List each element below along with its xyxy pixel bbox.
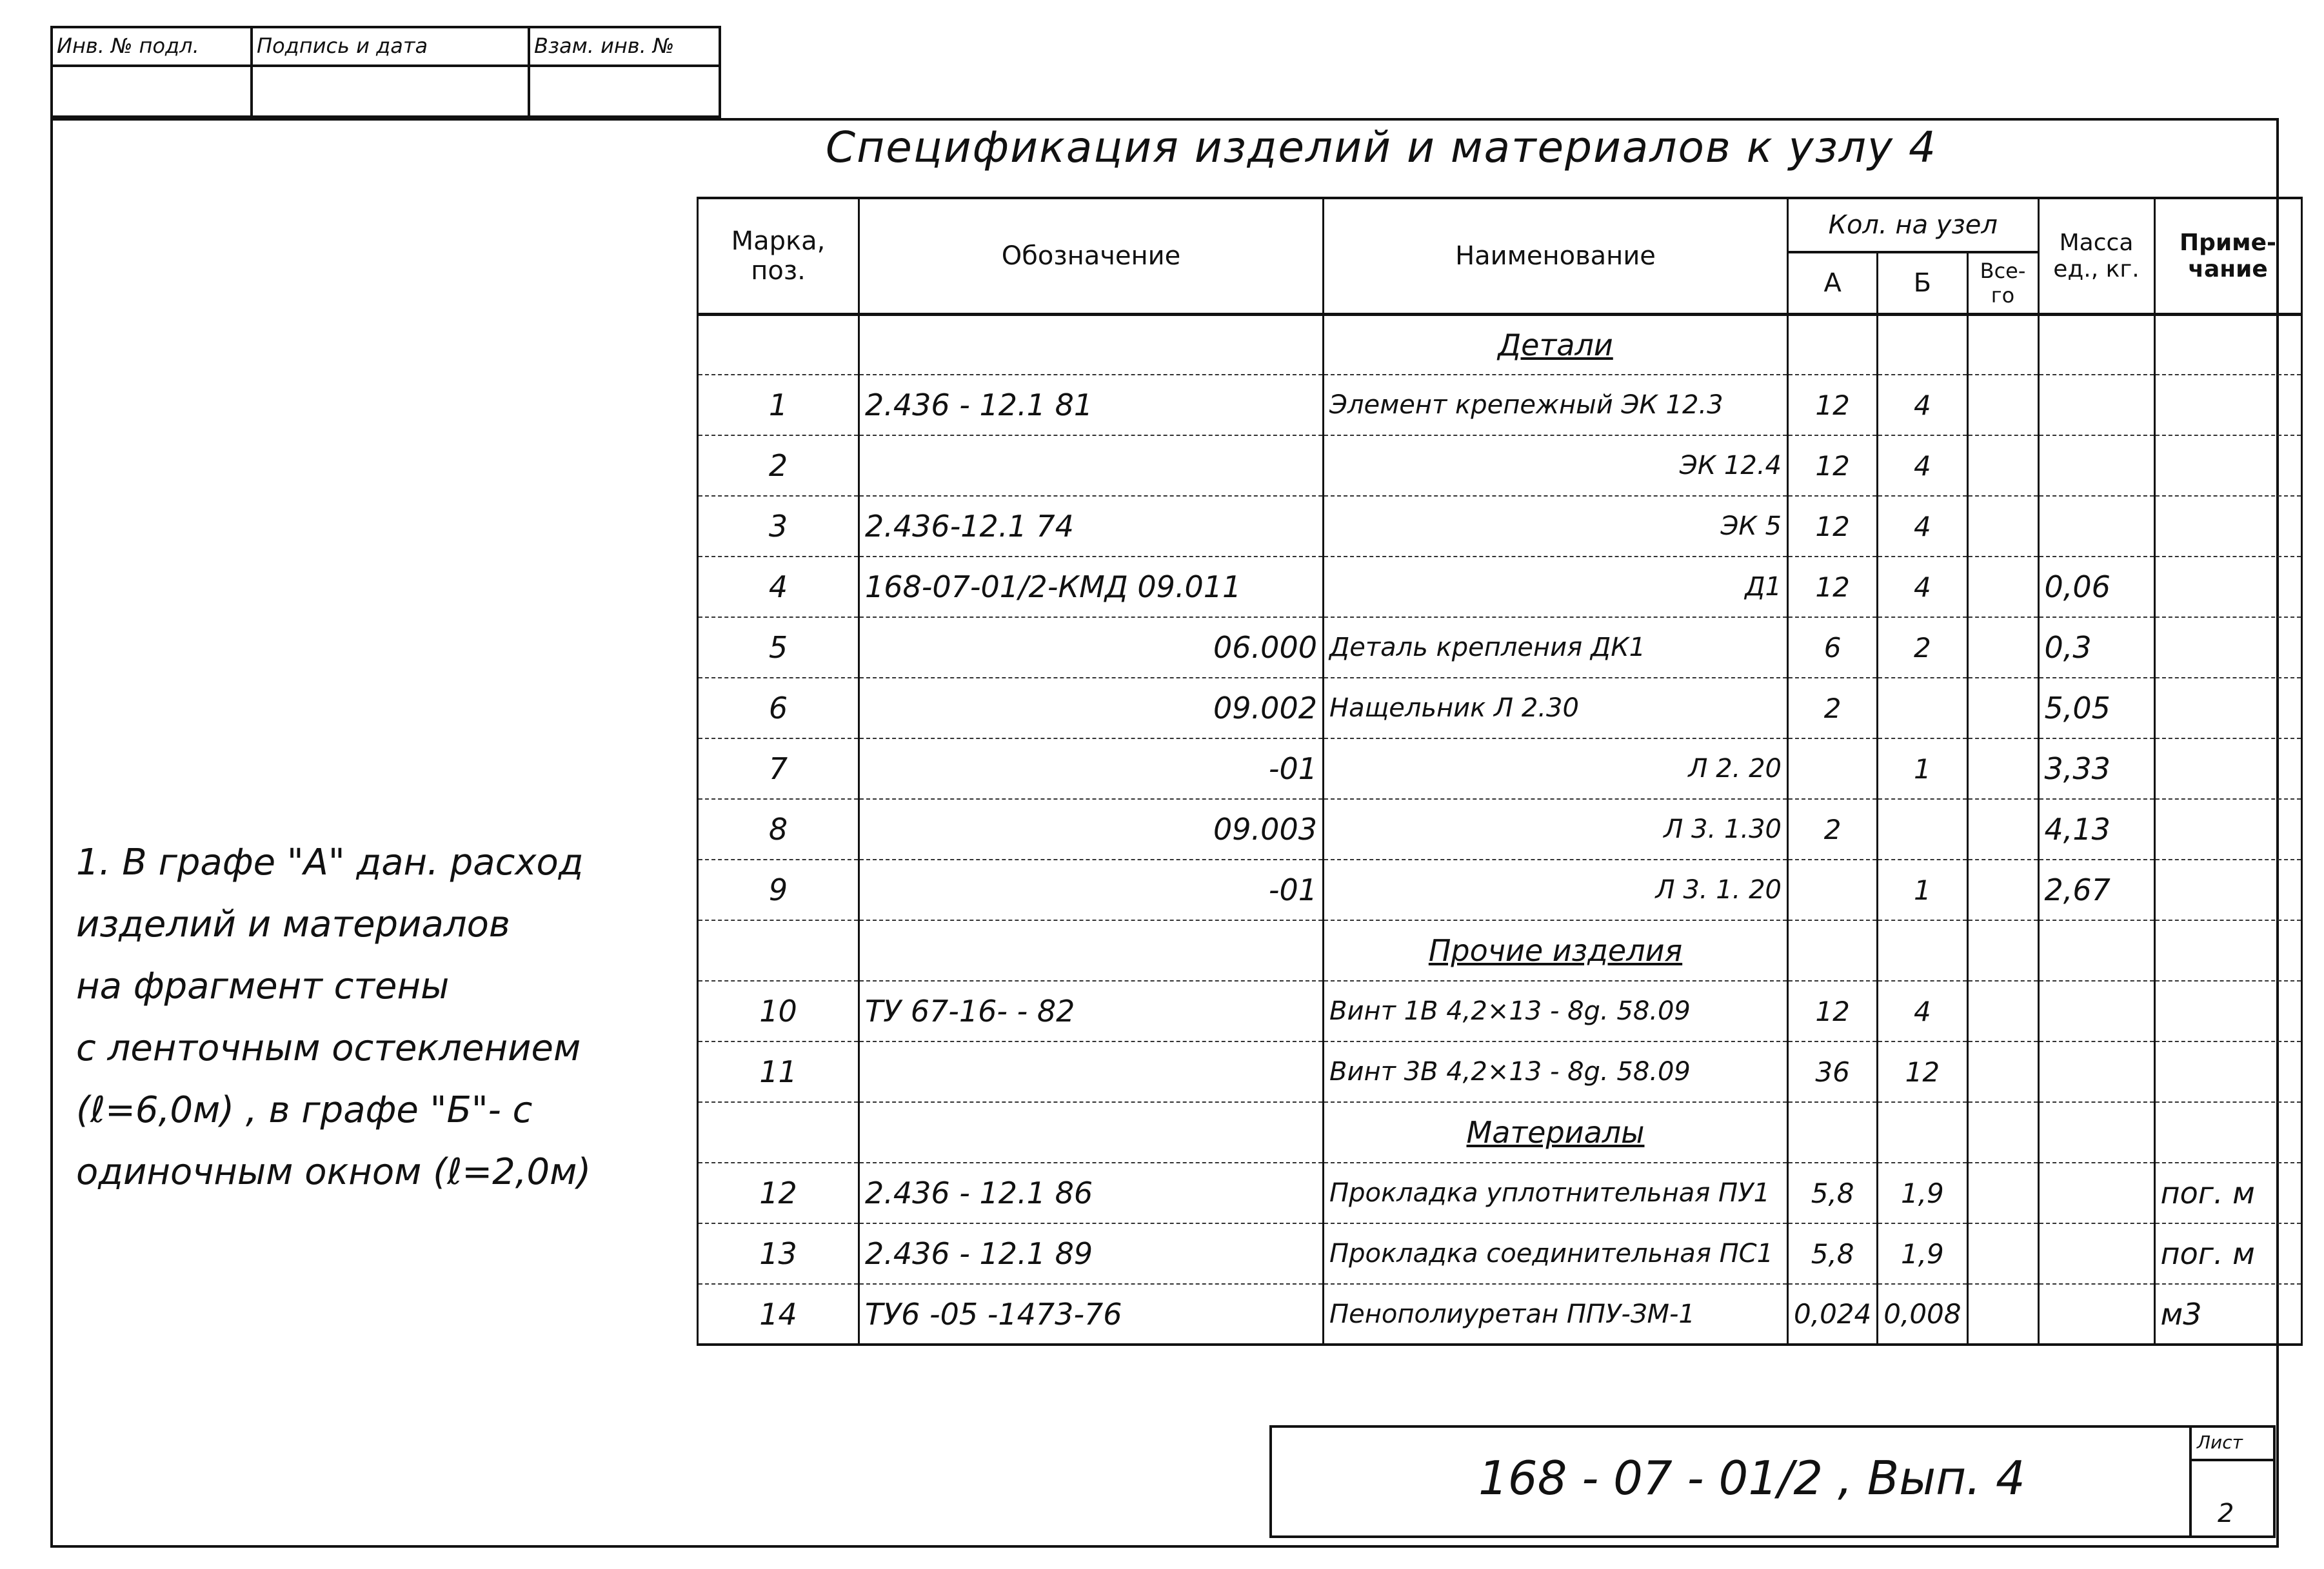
cell-qty-total — [1967, 435, 2038, 496]
empty-cell — [698, 1102, 859, 1163]
cell-mark: 12 — [698, 1163, 859, 1223]
empty-cell — [1878, 920, 1967, 981]
cell-name: Прокладка уплотнительная ПУ1 — [1324, 1163, 1788, 1223]
section-title: Материалы — [1324, 1102, 1788, 1163]
cell-qty-a: 0,024 — [1788, 1284, 1878, 1345]
note-line: изделий и материалов — [76, 903, 510, 945]
title-block — [1269, 1425, 2276, 1538]
table-row — [698, 435, 2302, 496]
cell-qty-a: 6 — [1788, 617, 1878, 678]
empty-cell — [2154, 1102, 2301, 1163]
stamp-header — [53, 28, 719, 67]
cell-name: Нащельник Л 2.30 — [1324, 678, 1788, 738]
section-row — [698, 920, 2302, 981]
cell-designation: 2.436 - 12.1 86 — [859, 1163, 1324, 1223]
empty-cell — [1788, 1102, 1878, 1163]
cell-name: Винт 3В 4,2×13 - 8g. 58.09 — [1324, 1041, 1788, 1102]
cell-designation — [859, 1041, 1324, 1102]
empty-cell — [698, 314, 859, 375]
cell-note: пог. м — [2154, 1163, 2301, 1223]
cell-mark: 14 — [698, 1284, 859, 1345]
cell-qty-b — [1878, 678, 1967, 738]
empty-cell — [1967, 314, 2038, 375]
cell-qty-total — [1967, 557, 2038, 617]
note-line: с ленточным остеклением — [76, 1027, 581, 1069]
cell-note — [2154, 1041, 2301, 1102]
header-mass: Масса ед., кг. — [2038, 198, 2154, 314]
cell-qty-a: 12 — [1788, 375, 1878, 435]
header-qty-total: Все- го — [1967, 252, 2038, 314]
table-row — [698, 1223, 2302, 1284]
cell-qty-total — [1967, 496, 2038, 557]
sheet-label: Лист — [2197, 1432, 2243, 1453]
sheet-cell — [2189, 1428, 2273, 1535]
cell-qty-total — [1967, 738, 2038, 799]
table-row — [698, 1041, 2302, 1102]
cell-qty-total — [1967, 1163, 2038, 1223]
header-qty-group: Кол. на узел — [1788, 198, 2039, 252]
empty-cell — [2038, 314, 2154, 375]
cell-qty-total — [1967, 860, 2038, 920]
cell-qty-total — [1967, 375, 2038, 435]
empty-cell — [1967, 920, 2038, 981]
cell-qty-total — [1967, 1041, 2038, 1102]
table-row — [698, 617, 2302, 678]
table-row — [698, 557, 2302, 617]
cell-designation: ТУ 67-16- - 82 — [859, 981, 1324, 1041]
cell-designation: 2.436 - 12.1 81 — [859, 375, 1324, 435]
cell-note: м3 — [2154, 1284, 2301, 1345]
cell-qty-b: 1,9 — [1878, 1223, 1967, 1284]
header-qty-b: Б — [1878, 252, 1967, 314]
frame-bottom-line — [50, 1545, 2279, 1548]
note-line: 1. В графе "А" дан. расход — [76, 842, 584, 883]
stamp-divider — [528, 64, 530, 118]
cell-note — [2154, 496, 2301, 557]
cell-qty-total — [1967, 799, 2038, 860]
cell-note: пог. м — [2154, 1223, 2301, 1284]
table-row — [698, 738, 2302, 799]
cell-designation: 09.002 — [859, 678, 1324, 738]
cell-mark: 3 — [698, 496, 859, 557]
cell-mark: 9 — [698, 860, 859, 920]
cell-note — [2154, 799, 2301, 860]
header-qty-a: А — [1788, 252, 1878, 314]
cell-qty-a: 5,8 — [1788, 1223, 1878, 1284]
cell-mark: 10 — [698, 981, 859, 1041]
cell-qty-a — [1788, 738, 1878, 799]
document-title: Спецификация изделий и материалов к узлу 4 — [826, 123, 1938, 172]
cell-mass — [2038, 981, 2154, 1041]
cell-designation: 06.000 — [859, 617, 1324, 678]
cell-note — [2154, 435, 2301, 496]
cell-mass: 0,3 — [2038, 617, 2154, 678]
section-title: Прочие изделия — [1324, 920, 1788, 981]
empty-cell — [2038, 920, 2154, 981]
header-designation: Обозначение — [859, 198, 1324, 314]
table-row — [698, 496, 2302, 557]
cell-mass — [2038, 1223, 2154, 1284]
empty-cell — [2154, 314, 2301, 375]
cell-note — [2154, 981, 2301, 1041]
stamp-cell-inv-no: Инв. № подл. — [53, 28, 253, 64]
cell-qty-a: 2 — [1788, 799, 1878, 860]
cell-mark: 11 — [698, 1041, 859, 1102]
cell-mass — [2038, 1041, 2154, 1102]
cell-qty-a: 36 — [1788, 1041, 1878, 1102]
note-line: одиночным окном (ℓ=2,0м) — [76, 1151, 591, 1193]
cell-qty-a: 12 — [1788, 496, 1878, 557]
cell-mark: 8 — [698, 799, 859, 860]
cell-designation: 168-07-01/2-КМД 09.011 — [859, 557, 1324, 617]
cell-note — [2154, 678, 2301, 738]
cell-name: ЭК 5 — [1324, 496, 1788, 557]
empty-cell — [1878, 1102, 1967, 1163]
cell-qty-b: 4 — [1878, 435, 1967, 496]
frame-left-line — [50, 118, 53, 1546]
cell-qty-total — [1967, 678, 2038, 738]
cell-mark: 5 — [698, 617, 859, 678]
table-row — [698, 678, 2302, 738]
cell-qty-b: 1 — [1878, 860, 1967, 920]
frame-top-line — [50, 118, 2279, 121]
cell-note — [2154, 375, 2301, 435]
cell-qty-a: 2 — [1788, 678, 1878, 738]
note-line: (ℓ=6,0м) , в графе "Б"- с — [76, 1089, 533, 1131]
cell-designation: -01 — [859, 860, 1324, 920]
cell-name: Л 2. 20 — [1324, 738, 1788, 799]
cell-name: Пенополиуретан ППУ-ЗМ-1 — [1324, 1284, 1788, 1345]
cell-qty-a: 12 — [1788, 557, 1878, 617]
section-title: Детали — [1324, 314, 1788, 375]
cell-qty-b: 4 — [1878, 496, 1967, 557]
cell-designation: -01 — [859, 738, 1324, 799]
cell-qty-total — [1967, 1223, 2038, 1284]
cell-qty-b: 0,008 — [1878, 1284, 1967, 1345]
empty-cell — [1788, 314, 1878, 375]
cell-qty-total — [1967, 617, 2038, 678]
cell-mass — [2038, 435, 2154, 496]
cell-mass — [2038, 375, 2154, 435]
cell-designation — [859, 435, 1324, 496]
cell-name: Деталь крепления ДК1 — [1324, 617, 1788, 678]
cell-name: Винт 1В 4,2×13 - 8g. 58.09 — [1324, 981, 1788, 1041]
cell-qty-b: 12 — [1878, 1041, 1967, 1102]
cell-qty-a: 12 — [1788, 981, 1878, 1041]
cell-name: ЭК 12.4 — [1324, 435, 1788, 496]
cell-mass: 0,06 — [2038, 557, 2154, 617]
cell-qty-b: 1,9 — [1878, 1163, 1967, 1223]
cell-mass — [2038, 1163, 2154, 1223]
cell-mass — [2038, 496, 2154, 557]
cell-note — [2154, 617, 2301, 678]
cell-qty-b: 1 — [1878, 738, 1967, 799]
cell-name: Элемент крепежный ЭК 12.3 — [1324, 375, 1788, 435]
table-row — [698, 981, 2302, 1041]
cell-qty-total — [1967, 1284, 2038, 1345]
cell-qty-b: 4 — [1878, 981, 1967, 1041]
table-row — [698, 860, 2302, 920]
cell-mass: 2,67 — [2038, 860, 2154, 920]
general-note — [76, 832, 682, 1203]
stamp-cell-replace-inv: Взам. инв. № — [534, 34, 675, 58]
cell-name: Д1 — [1324, 557, 1788, 617]
cell-designation: 09.003 — [859, 799, 1324, 860]
section-row — [698, 1102, 2302, 1163]
cell-qty-total — [1967, 981, 2038, 1041]
cell-mark: 4 — [698, 557, 859, 617]
empty-cell — [1878, 314, 1967, 375]
cell-mass: 5,05 — [2038, 678, 2154, 738]
header-note: Приме- чание — [2154, 198, 2301, 314]
cell-qty-a: 12 — [1788, 435, 1878, 496]
cell-designation: 2.436-12.1 74 — [859, 496, 1324, 557]
cell-mark: 1 — [698, 375, 859, 435]
cell-designation: ТУ6 -05 -1473-76 — [859, 1284, 1324, 1345]
document-number: 168 - 07 - 01/2 , Вып. 4 — [1478, 1451, 2025, 1505]
empty-cell — [698, 920, 859, 981]
cell-note — [2154, 557, 2301, 617]
note-line: на фрагмент стены — [76, 965, 450, 1007]
header-name: Наименование — [1324, 198, 1788, 314]
sheet-divider — [2192, 1459, 2273, 1461]
cell-mass — [2038, 1284, 2154, 1345]
empty-cell — [859, 920, 1324, 981]
cell-mass: 3,33 — [2038, 738, 2154, 799]
cell-qty-a — [1788, 860, 1878, 920]
cell-qty-b: 4 — [1878, 557, 1967, 617]
stamp-cell-signature: Подпись и дата — [253, 28, 530, 64]
cell-note — [2154, 860, 2301, 920]
cell-qty-b: 2 — [1878, 617, 1967, 678]
cell-qty-b: 4 — [1878, 375, 1967, 435]
cell-mark: 7 — [698, 738, 859, 799]
sheet-number: 2 — [2218, 1499, 2234, 1528]
cell-name: Л 3. 1.30 — [1324, 799, 1788, 860]
empty-cell — [859, 314, 1324, 375]
cell-mass: 4,13 — [2038, 799, 2154, 860]
stamp-divider — [250, 64, 253, 118]
empty-cell — [859, 1102, 1324, 1163]
section-row — [698, 314, 2302, 375]
empty-cell — [2154, 920, 2301, 981]
specification-table — [697, 197, 2303, 1346]
header-mark: Марка, поз. — [698, 198, 859, 314]
table-row — [698, 799, 2302, 860]
cell-designation: 2.436 - 12.1 89 — [859, 1223, 1324, 1284]
cell-note — [2154, 738, 2301, 799]
cell-mark: 13 — [698, 1223, 859, 1284]
cell-mark: 2 — [698, 435, 859, 496]
empty-cell — [2038, 1102, 2154, 1163]
empty-cell — [1788, 920, 1878, 981]
cell-qty-a: 5,8 — [1788, 1163, 1878, 1223]
table-row — [698, 375, 2302, 435]
table-row — [698, 1163, 2302, 1223]
cell-mark: 6 — [698, 678, 859, 738]
empty-cell — [1967, 1102, 2038, 1163]
cell-name: Прокладка соединительная ПС1 — [1324, 1223, 1788, 1284]
cell-name: Л 3. 1. 20 — [1324, 860, 1788, 920]
table-row — [698, 1284, 2302, 1345]
cell-qty-b — [1878, 799, 1967, 860]
approval-stamp — [50, 26, 721, 118]
